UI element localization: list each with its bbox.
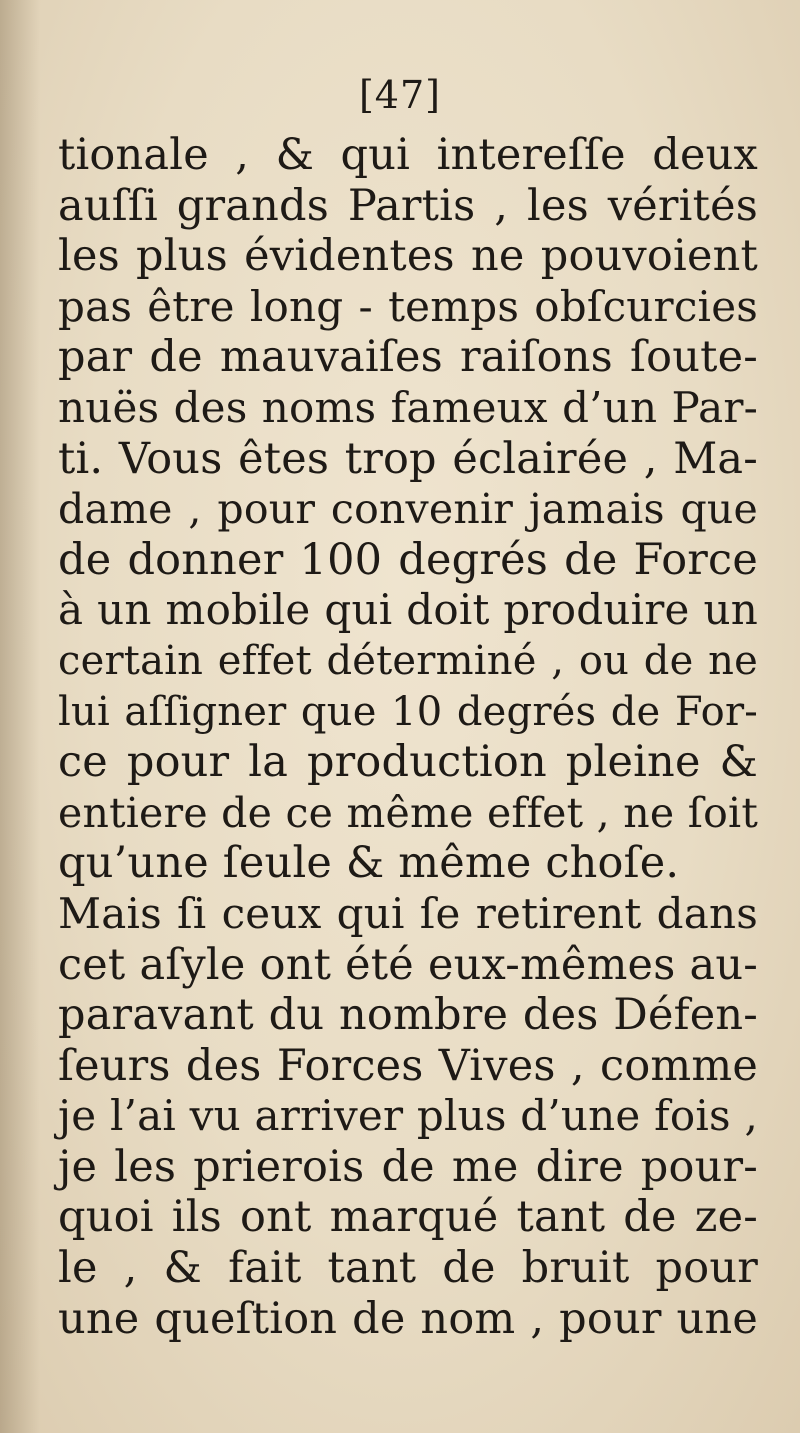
text-line-19: ſeurs des Forces Vives , comme <box>58 1040 758 1091</box>
text-line-9: de donner 100 degrés de Force <box>58 534 758 585</box>
text-line-24: une queſtion de nom , pour une <box>58 1293 758 1344</box>
text-line-1: tionale , & qui intereſſe deux <box>58 130 758 180</box>
text-line-7: ti. Vous êtes trop éclairée , Ma- <box>58 433 758 484</box>
text-line-13: ce pour la production pleine & <box>58 737 758 788</box>
text-line-11: certain effet déterminé , ou de ne <box>58 637 758 684</box>
text-line-4: pas être long - temps obſcurcies <box>58 281 758 331</box>
text-line-16: Mais ſi ceux qui ſe retirent dans <box>58 888 758 938</box>
text-line-17: cet aſyle ont été eux-mêmes au- <box>58 939 758 990</box>
text-line-3: les plus évidentes ne pouvoient <box>58 231 758 282</box>
text-line-20: je l’ai vu arriver plus d’une fois , <box>58 1091 758 1141</box>
page-number: [47] <box>358 73 441 117</box>
text-line-8: dame , pour convenir jamais que <box>58 485 758 534</box>
text-line-21: je les prierois de me dire pour- <box>58 1141 758 1192</box>
text-line-22: quoi ils ont marqué tant de ze- <box>58 1192 758 1243</box>
text-line-6: nuës des noms fameux d’un Par- <box>58 382 758 432</box>
page-edge-shadow <box>0 0 40 1433</box>
text-line-15: qu’une ſeule & même choſe. <box>58 838 680 889</box>
text-line-14: entiere de ce même effet , ne ſoit <box>58 788 758 837</box>
body-text <box>58 130 758 1344</box>
text-line-2: auſſi grands Partis , les vérités <box>58 180 758 231</box>
text-line-23: le , & fait tant de bruit pour <box>58 1243 758 1294</box>
text-line-18: paravant du nombre des Défen- <box>58 990 758 1041</box>
text-line-10: à un mobile qui doit produire un <box>58 585 758 635</box>
text-line-5: par de mauvaiſes raiſons ſoute- <box>58 332 758 383</box>
text-line-12: lui aſſigner que 10 degrés de For- <box>58 688 758 735</box>
